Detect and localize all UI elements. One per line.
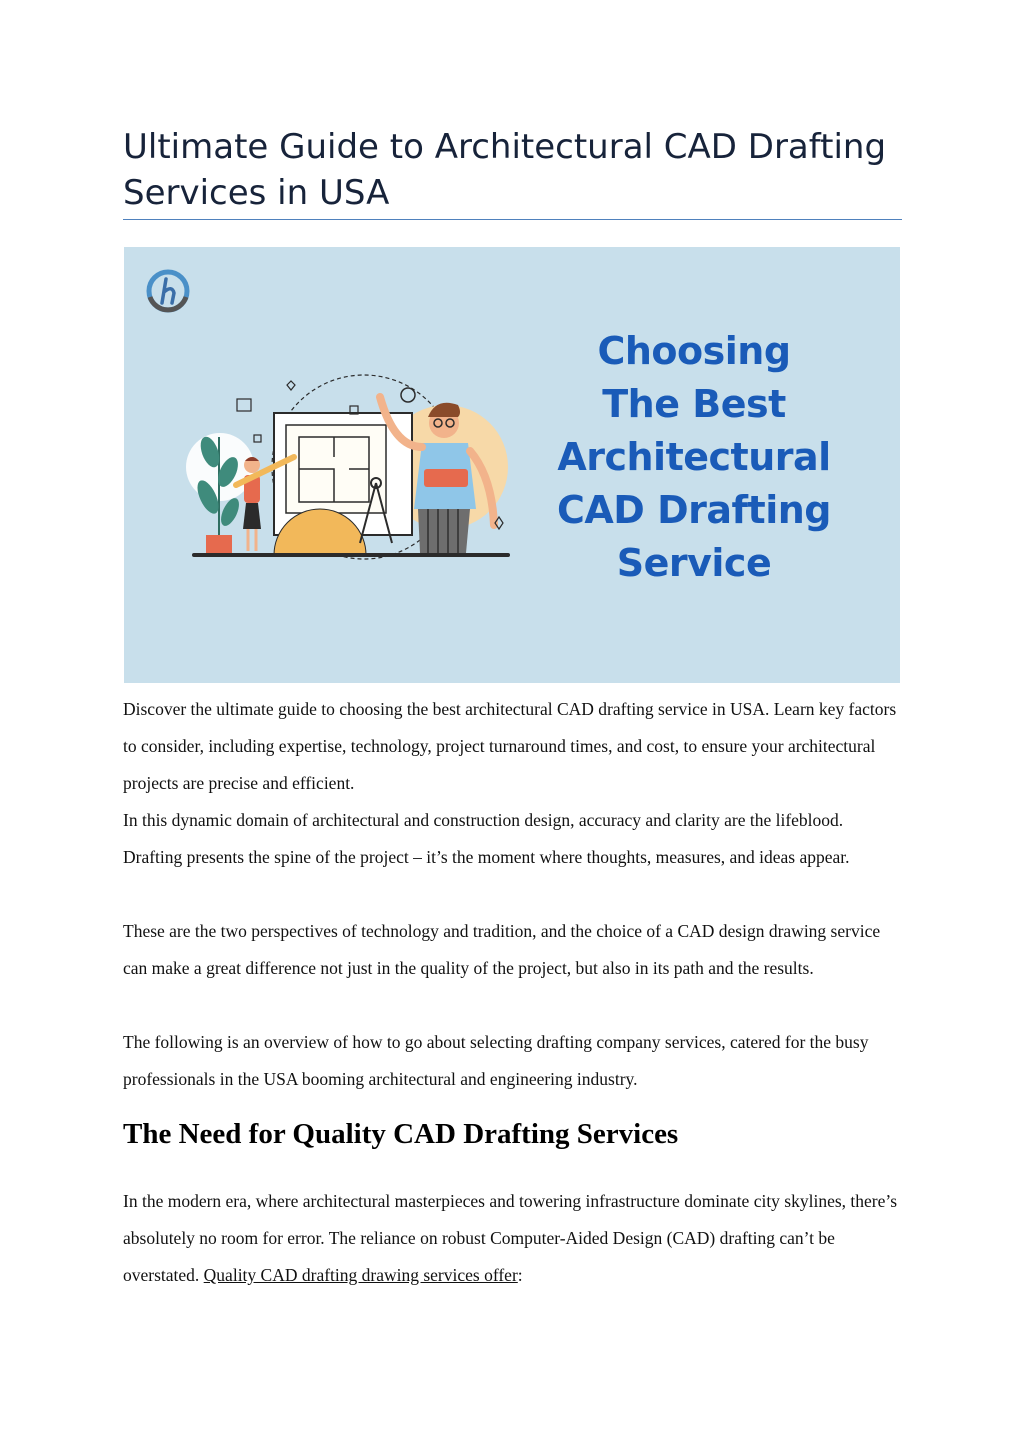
hero-heading-line: CAD Drafting xyxy=(557,488,831,532)
intro-paragraph: Discover the ultimate guide to choosing the best architectural CAD drafting service in USA. Learn key factors to consider, including expertise, technology, project turnaround times, and cost, to ensure your architectural projects are precise and efficient. xyxy=(123,699,897,793)
hero-heading-line: Service xyxy=(616,541,772,585)
section-paragraph-text: In the modern era, where architectural masterpieces and towering infrastructure dominate city skylines, there’s absolutely no room for error. The reliance on robust Computer-Aided Design (CAD) drafting can’t be overstated. xyxy=(123,1191,898,1285)
hero-heading xyxy=(544,325,844,590)
title-divider xyxy=(123,219,902,220)
body-paragraph: In this dynamic domain of architectural and construction design, accuracy and clarity are the lifeblood. Drafting presents the spine of the project – it’s the moment where thoughts, measures, and ideas appear. xyxy=(123,810,850,867)
hero-heading-line: Choosing xyxy=(597,329,791,373)
h-logo-icon xyxy=(149,272,187,310)
section-heading: The Need for Quality CAD Drafting Services xyxy=(123,1118,679,1150)
body-paragraph: The following is an overview of how to go about selecting drafting company services, catered for the busy professionals in the USA booming architectural and engineering industry. xyxy=(123,1032,869,1089)
hero-image xyxy=(124,247,900,683)
quality-cad-services-link[interactable]: Quality CAD drafting drawing services offer xyxy=(203,1265,518,1285)
body-paragraph: These are the two perspectives of technology and tradition, and the choice of a CAD design drawing service can make a great difference not just in the quality of the project, but also in its path and the results. xyxy=(123,921,881,978)
page-title: Ultimate Guide to Architectural CAD Drafting Services in USA xyxy=(123,127,887,213)
section-paragraph xyxy=(123,1183,903,1294)
section-paragraph-end: : xyxy=(517,1265,523,1285)
hero-heading-line: Architectural xyxy=(557,435,831,479)
hero-heading-line: The Best xyxy=(602,382,786,426)
